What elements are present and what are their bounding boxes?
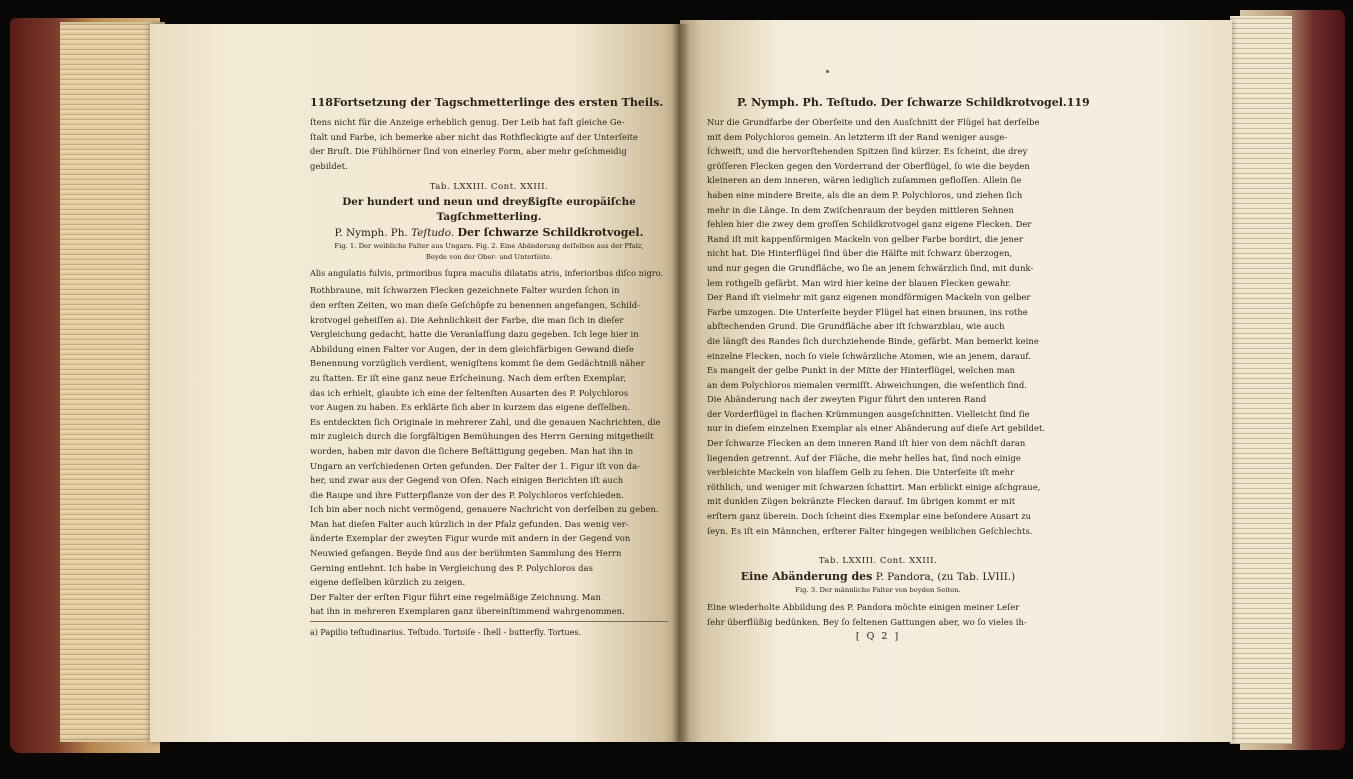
text-line: zu ſtatten. Er iſt eine ganz neue Erſcheinung. Nach dem erſten Exemplar, [310, 372, 627, 383]
variation-latin-name: P. Pandora, [875, 571, 934, 584]
text-line: liegenden getrennt. Auf der Fläche, die mehr helles hat, ſind noch einige [707, 452, 1021, 463]
left-text-column [310, 96, 668, 640]
text-line: abſtechenden Grund. Die Grundfläche aber iſt ſchwarzblau, wie auch [707, 321, 1005, 332]
text-line: das ich erhielt, glaubte ich eine der ſeltenſten Ausarten des P. Polychloros [310, 387, 629, 398]
species-latin-name: Teſtudo. [411, 227, 455, 240]
species-genus-prefix: P. Nymph. Ph. [334, 227, 408, 240]
right-running-title: P. Nymph. Ph. Teſtudo. Der ſchwarze Schildkrotvogel. [737, 96, 1067, 109]
text-line: Der Rand iſt vielmehr mit ganz eigenen mondförmigen Mackeln von gelber [707, 292, 1031, 303]
text-line: Gerning entlehnt. Ich habe in Vergleichung des P. Polychloros das [310, 562, 593, 573]
text-line: fehlen hier die zwey dem groſſen Schildkrotvogel ganz eigene Flecken. Der [707, 219, 1032, 230]
text-line: eigene deſſelben kürzlich zu zeigen. [310, 577, 466, 588]
text-line: änderte Exemplar der zweyten Figur wurde mit andern in der Gegend von [310, 533, 631, 544]
right-body-text [707, 115, 1049, 538]
text-line: haben eine mindere Breite, als die an dem P. Polychloros, und ziehen ſich [707, 189, 1023, 200]
right-page-edges [1230, 16, 1292, 744]
text-line: vor Augen zu haben. Es erklärte ſich aber in kurzem das eigene deſſelben. [310, 402, 631, 413]
text-line: der Vorderflügel in flachen Krümmungen ausgeſchnitten. Vielleicht ſind ſie [707, 408, 1030, 419]
text-line: nur in dieſem einzelnen Exemplar als einer Abänderung auf dieſe Art gebildet. [707, 423, 1046, 434]
text-line: Rand iſt mit kappenförmigen Mackeln von gelber Farbe bordirt, die jener [707, 233, 1023, 244]
left-plate-reference: Tab. LXXIII. Cont. XXIII. [429, 182, 549, 193]
text-line: Es entdeckten ſich Originale in mehrerer Zahl, und die genauen Nachrichten, die [310, 416, 661, 427]
text-line: mir zugleich durch die ſorgfältigen Bemühungen des Herrn Gerning mitgetheilt [310, 431, 654, 442]
text-line: Vergleichung gedacht, hatte die Veranlaſſung dazu gegeben. Ich lege hier in [310, 329, 639, 340]
text-line: Eine wiederholte Abbildung des P. Pandora möchte einigen meiner Leſer [707, 602, 1020, 613]
species-name [310, 225, 668, 241]
text-line: Die Abänderung nach der zweyten Figur führt den unteren Rand [707, 394, 987, 405]
right-page-number: 119 [1066, 96, 1090, 109]
text-line: Der Falter der erſten Figur führt eine regelmäßige Zeichnung. Man [310, 591, 601, 602]
figure-caption-line-2: Beyde von der Ober- und Unterſeite. [425, 253, 553, 262]
right-running-head [707, 96, 1090, 109]
ink-speck [826, 70, 829, 73]
left-intro-paragraph [310, 115, 668, 173]
text-line: Farbe umzogen. Die Unterſeite beyder Flügel hat einen braunen, ins rothe [707, 306, 1028, 317]
text-line: verbleichte Mackeln von blaſſem Gelb zu ſehen. Die Unterſeite iſt mehr [707, 467, 1015, 478]
text-line: ſchweift, und die hervorſtehenden Spitzen ſind kürzer. Es ſcheint, die drey [707, 146, 1028, 157]
text-line: Der ſchwarze Flecken an dem inneren Rand iſt hier von dem nächſt daran [707, 438, 1026, 449]
figure-caption-line-1: Fig. 1. Der weibliche Falter aus Ungarn. Fig. 2. Eine Abänderung deſſelben aus der Pfalz, [334, 242, 644, 251]
text-line: röthlich, und weniger mit ſchwarzen ſchattirt. Man erblickt einige aſchgraue, [707, 481, 1041, 492]
text-line: Rothbraune, mit ſchwarzen Flecken gezeichnete Falter wurden ſchon in [310, 285, 620, 296]
right-plate-reference: Tab. LXXIII. Cont. XXIII. [818, 556, 938, 567]
text-line: Es mangelt der gelbe Punkt in der Mitte der Hinterflügel, welchen man [707, 365, 1016, 376]
text-line: gröſſeren Flecken gegen den Vorderrand der Oberflügel, ſo wie die beyden [707, 160, 1030, 171]
text-line: und nur gegen die Grundfläche, wo ſie an jenem ſchwärzlich ſind, mit dunk- [707, 262, 1034, 273]
variation-figure-caption: Fig. 3. Der männliche Falter von beyden Seiten. [795, 586, 961, 595]
left-body-text [310, 283, 668, 619]
text-line: nicht hat. Die Hinterflügel ſind über die Hälfte mit ſchwarz überzogen, [707, 248, 1013, 259]
text-line: der Bruſt. Die Fühlhörner ſind von einerley Form, aber mehr geſchmeidig [310, 146, 627, 157]
text-line: an dem Polychloros niemalen vermiſſt. Abweichungen, die weſentlich ſind. [707, 379, 1028, 390]
text-line: erſtern ganz überein. Doch ſcheint dies Exemplar eine beſondere Ausart zu [707, 511, 1032, 522]
footnote-rule [310, 621, 668, 622]
text-line: Abbildung einen Falter vor Augen, der in dem gleichfärbigen Gewand dieſe [310, 343, 634, 354]
text-line: ſtens nicht für die Anzeige erheblich genug. Der Leib hat faſt gleiche Ge- [310, 117, 625, 127]
text-line: Benennung vorzüglich verdient, wenigſtens kommt ſie dem Gedächtniß näher [310, 358, 645, 369]
text-line: Ungarn an verſchiedenen Orten gefunden. Der Falter der 1. Figur iſt von da- [310, 460, 640, 471]
text-line: gebildet. [310, 160, 348, 171]
left-running-title: Fortsetzung der Tagschmetterlinge des ersten Theils. [332, 96, 664, 109]
signature-mark: [ Q 2 ] [855, 631, 901, 643]
right-text-column [707, 96, 1090, 643]
book-gutter [672, 24, 690, 742]
variation-heading-title: Eine Abänderung des [740, 570, 873, 584]
text-line: ſehr überflüßig bedünken. Bey ſo ſeltenen Gattungen aber, wo ſo vieles ih- [707, 616, 1027, 627]
text-line: den erſten Zeiten, wo man dieſe Geſchöpfe zu benennen angefangen, Schild- [310, 299, 641, 310]
text-line: die längſt des Randes ſich durchziehende Binde, gefärbt. Man bemerkt keine [707, 335, 1039, 346]
text-line: mehr in die Länge. In dem Zwiſchenraum der beyden mittleren Sehnen [707, 204, 1014, 215]
text-line: einzelne Flecken, noch ſo viele ſchwärzliche Atomen, wie an jenem, darauf. [707, 350, 1031, 361]
text-line: lem rothgelb gefärbt. Man wird hier keine der blauen Flecken gewahr. [707, 277, 1012, 288]
text-line: ſtalt und Farbe, ich bemerke aber nicht das Rothfleckigte auf der Unterſeite [310, 131, 639, 142]
variation-plate-ref: (zu Tab. LVIII.) [937, 571, 1016, 584]
species-german-name: Der ſchwarze Schildkrotvogel. [457, 226, 644, 240]
text-line: Neuwied gefangen. Beyde ſind aus der berühmten Sammlung des Herrn [310, 548, 622, 559]
latin-diagnosis: Alis angulatis fulvis, primoribus ſupra maculis dilatatis atris, inferioribus diſco nigro. [310, 268, 664, 279]
text-line: Man hat dieſen Falter auch kürzlich in der Pfalz gefunden. Das wenig ver- [310, 518, 629, 529]
text-line: her, und zwar aus der Gegend von Ofen. Nach einigen Berichten iſt auch [310, 475, 624, 486]
text-line: krotvogel geheiſſen a). Die Aehnlichkeit der Farbe, die man ſich in dieſer [310, 314, 624, 325]
text-line: mit dem Polychloros gemein. An letzterm iſt der Rand weniger ausge- [707, 131, 1008, 142]
text-line: mit dunklen Zügen bekränzte Flecken darauf. Im übrigen kommt er mit [707, 496, 1016, 507]
left-running-head [310, 96, 668, 109]
left-footnote: a) Papilio teſtudinarius. Teſtudo. Tortoiſe - ſhell - butterfly. Tortues. [310, 628, 582, 638]
text-line: kleineren an dem inneren, wären lediglich zuſammen gefloſſen. Allein ſie [707, 175, 1022, 186]
right-tail-text [707, 600, 1049, 629]
variation-heading [707, 569, 1049, 585]
text-line: Ich bin aber noch nicht vermögend, genauere Nachricht von derſelben zu geben. [310, 504, 659, 515]
left-page-number: 118 [310, 96, 333, 109]
text-line: ſeyn. Es iſt ein Männchen, erſterer Falter hingegen weiblichen Geſchlechts. [707, 525, 1033, 536]
text-line: Nur die Grundfarbe der Oberſeite und den Ausſchnitt der Flügel hat derſelbe [707, 117, 1040, 127]
species-heading: Der hundert und neun und dreyßigſte europäiſche Tagſchmetterling. [342, 196, 636, 224]
text-line: hat ihn in mehreren Exemplaren ganz übereinſtimmend wahrgenommen. [310, 606, 625, 617]
text-line: die Raupe und ihre Futterpflanze von der des P. Polychloros verſchieden. [310, 489, 624, 500]
text-line: worden, haben mir davon die ſichere Beſtättigung gegeben. Man hat ihn in [310, 445, 634, 456]
